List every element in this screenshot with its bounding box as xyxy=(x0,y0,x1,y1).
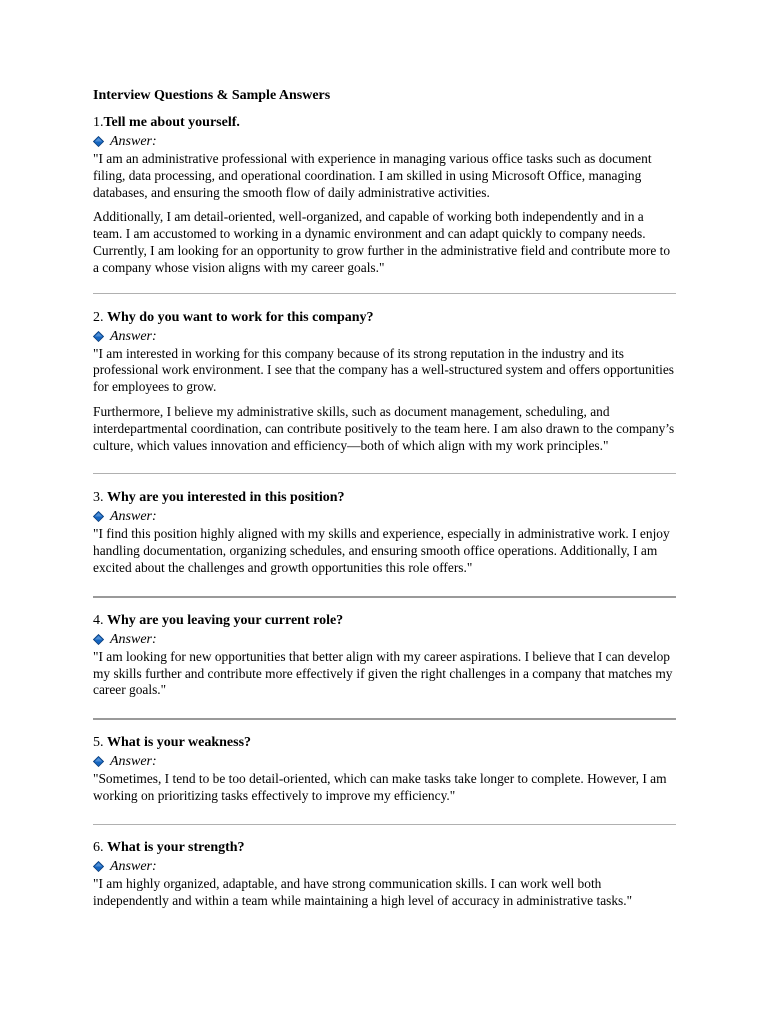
question-number: 2. xyxy=(93,309,104,325)
qa-item-3 xyxy=(93,489,676,576)
question-number: 1. xyxy=(93,115,104,130)
question-heading xyxy=(93,114,676,131)
question-text: Why are you leaving your current role? xyxy=(107,612,344,628)
question-text: Why are you interested in this position? xyxy=(107,490,345,506)
qa-item-2 xyxy=(93,309,676,455)
question-number: 4. xyxy=(93,612,104,628)
blue-diamond-icon xyxy=(93,511,104,522)
blue-diamond-icon xyxy=(93,756,104,767)
question-heading xyxy=(93,612,676,629)
qa-item-1 xyxy=(93,114,676,277)
question-heading xyxy=(93,839,676,856)
question-text: Why do you want to work for this company? xyxy=(107,309,374,325)
answer-paragraph: "I am looking for new opportunities that better align with my career aspirations. I believe that I can develop my skills further and contribute more effectively if given the right challenges in a company that matches my career goals." xyxy=(93,648,673,698)
document-page xyxy=(93,87,676,909)
blue-diamond-icon xyxy=(93,331,104,342)
answer-label xyxy=(93,753,676,770)
question-text: What is your strength? xyxy=(107,839,245,855)
question-heading xyxy=(93,734,676,751)
section-divider xyxy=(93,824,676,825)
section-divider xyxy=(93,718,676,720)
answer-label xyxy=(93,133,676,150)
answer-label-text: Answer: xyxy=(110,631,157,647)
answer-label xyxy=(93,858,676,875)
question-text: Tell me about yourself. xyxy=(103,115,240,130)
answer-label xyxy=(93,328,676,345)
blue-diamond-icon xyxy=(93,634,104,645)
question-number: 5. xyxy=(93,735,104,751)
qa-item-4 xyxy=(93,612,676,699)
answer-label xyxy=(93,631,676,648)
section-divider xyxy=(93,293,676,294)
qa-item-5 xyxy=(93,734,676,805)
question-number: 6. xyxy=(93,839,104,855)
section-divider xyxy=(93,473,676,474)
document-title: Interview Questions & Sample Answers xyxy=(93,88,331,103)
answer-paragraph: "I am highly organized, adaptable, and have strong communication skills. I can work well both independently and within a team while maintaining a high level of accuracy in administrative tasks." xyxy=(93,875,633,908)
question-heading xyxy=(93,489,676,506)
answer-label-text: Answer: xyxy=(110,509,157,525)
question-heading xyxy=(93,309,676,326)
section-divider xyxy=(93,596,676,598)
qa-item-6 xyxy=(93,839,676,910)
answer-label-text: Answer: xyxy=(110,328,157,344)
answer-paragraph: "I am an administrative professional with experience in managing various office tasks such as document filing, data processing, and operational coordination. I am skilled in using Microsoft Office, managing databases, and ensuring the smooth flow of daily administrative activities. xyxy=(93,151,652,200)
question-text: What is your weakness? xyxy=(107,735,252,751)
answer-paragraph: Additionally, I am detail-oriented, well-organized, and capable of working both independently and in a team. I am accustomed to working in a dynamic environment and can adapt quickly to company needs. Currently, I am looking for an opportunity to grow further in the administrative field and contribute more to a company whose vision aligns with my career goals." xyxy=(93,209,671,275)
answer-paragraph: "Sometimes, I tend to be too detail-oriented, which can make tasks take longer to complete. However, I am working on prioritizing tasks effectively to improve my efficiency." xyxy=(93,771,667,803)
answer-label xyxy=(93,508,676,525)
answer-label-text: Answer: xyxy=(110,858,157,874)
blue-diamond-icon xyxy=(93,861,104,872)
question-number: 3. xyxy=(93,490,104,506)
answer-paragraph: "I find this position highly aligned with my skills and experience, especially in administrative work. I enjoy handling documentation, organizing schedules, and ensuring smooth office operations. Additionally, I am excited about the challenges and growth opportunities this role offers." xyxy=(93,526,670,575)
blue-diamond-icon xyxy=(93,136,104,147)
answer-label-text: Answer: xyxy=(110,134,157,149)
answer-label-text: Answer: xyxy=(110,754,157,770)
answer-paragraph: "I am interested in working for this company because of its strong reputation in the industry and its professional work environment. I see that the company has a well-structured system and offers opportunities for employees to grow. xyxy=(93,345,674,395)
answer-paragraph: Furthermore, I believe my administrative skills, such as document management, scheduling, and interdepartmental coordination, can contribute positively to the team here. I am also drawn to the company’s culture, which values innovation and efficiency—both of which align with my work principles." xyxy=(93,403,675,453)
